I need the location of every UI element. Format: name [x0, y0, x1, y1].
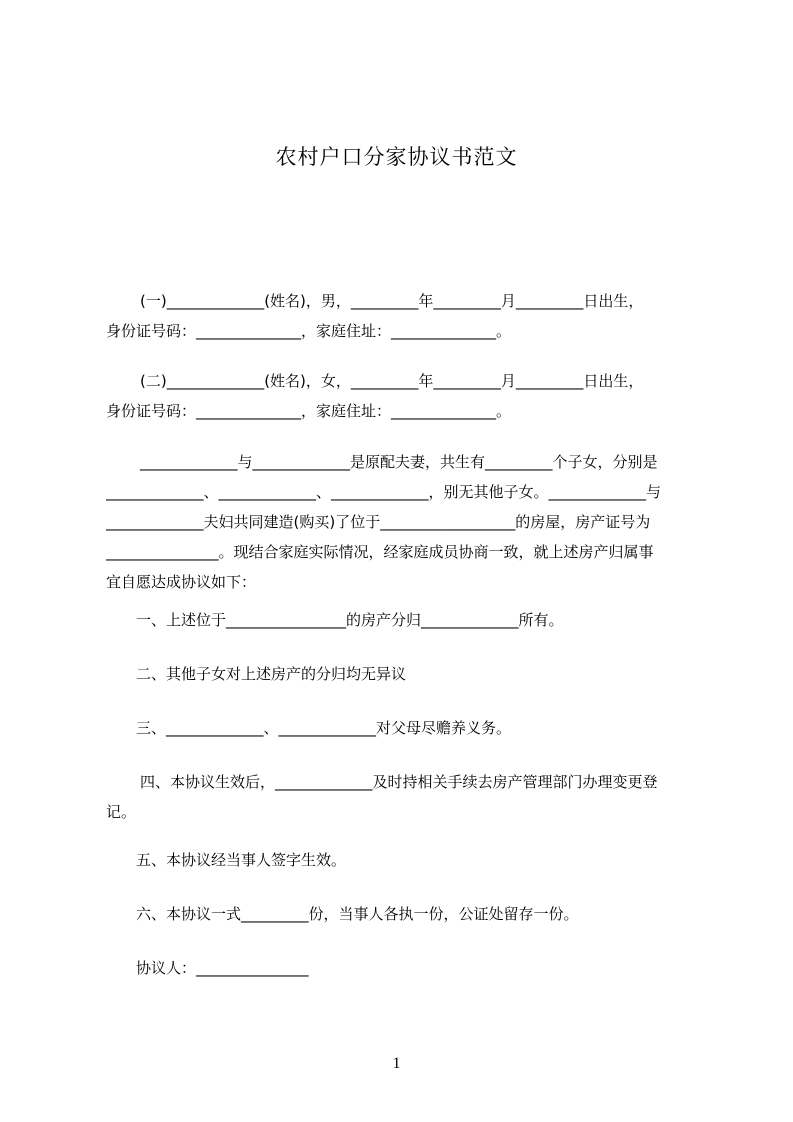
signatory-line: [106, 953, 700, 983]
paragraph-line: (二)_____________(姓名)，女，_________年_________月_________日出生，: [140, 372, 644, 390]
paragraph-line: _______________。现结合家庭实际情况，经家庭成员协商一致，就上述房产归属事: [106, 543, 654, 561]
paragraph-line: 五、本协议经当事人签字生效。: [136, 851, 347, 869]
clause-5: [106, 845, 700, 875]
clause-2: [106, 659, 700, 689]
paragraph-line: 身份证号码：______________，家庭住址：______________。: [106, 402, 512, 420]
paragraph-line: 六、本协议一式_________份，当事人各执一份，公证处留存一份。: [136, 905, 579, 923]
paragraph-line: 三、_____________、_____________对父母尽赡养义务。: [136, 719, 512, 737]
paragraph-background: [106, 447, 700, 597]
clause-1: [106, 605, 700, 635]
paragraph-line: 记。: [106, 803, 137, 821]
clause-6: [106, 899, 700, 929]
paragraph-line: 二、其他子女对上述房产的分归均无异议: [136, 665, 407, 683]
paragraph-line: 宜自愿达成协议如下：: [106, 573, 257, 591]
paragraph-line: 四、本协议生效后，_____________及时持相关手续去房产管理部门办理变更登: [140, 773, 658, 791]
paragraph-party-two: [106, 366, 700, 426]
paragraph-line: 身份证号码：______________，家庭住址：______________。: [106, 322, 512, 340]
clause-3: [106, 713, 700, 743]
page-number: 1: [392, 1055, 401, 1072]
clause-4: [106, 767, 700, 827]
paragraph-line: 协议人：_______________: [136, 959, 309, 977]
document-title: 农村户口分家协议书范文: [275, 145, 518, 169]
paragraph-party-one: [106, 286, 700, 346]
paragraph-line: 一、上述位于________________的房产分归_____________所有。: [136, 611, 564, 629]
paragraph-line: _____________与_____________是原配夫妻，共生有_________个子女，分别是: [140, 453, 658, 471]
paragraph-line: (一)_____________(姓名)，男，_________年_________月_________日出生，: [140, 292, 644, 310]
paragraph-line: _____________夫妇共同建造(购买)了位于__________________的房屋，房产证号为: [106, 513, 651, 531]
paragraph-line: _____________、_____________、_____________，别无其他子女。_____________与: [106, 483, 662, 501]
